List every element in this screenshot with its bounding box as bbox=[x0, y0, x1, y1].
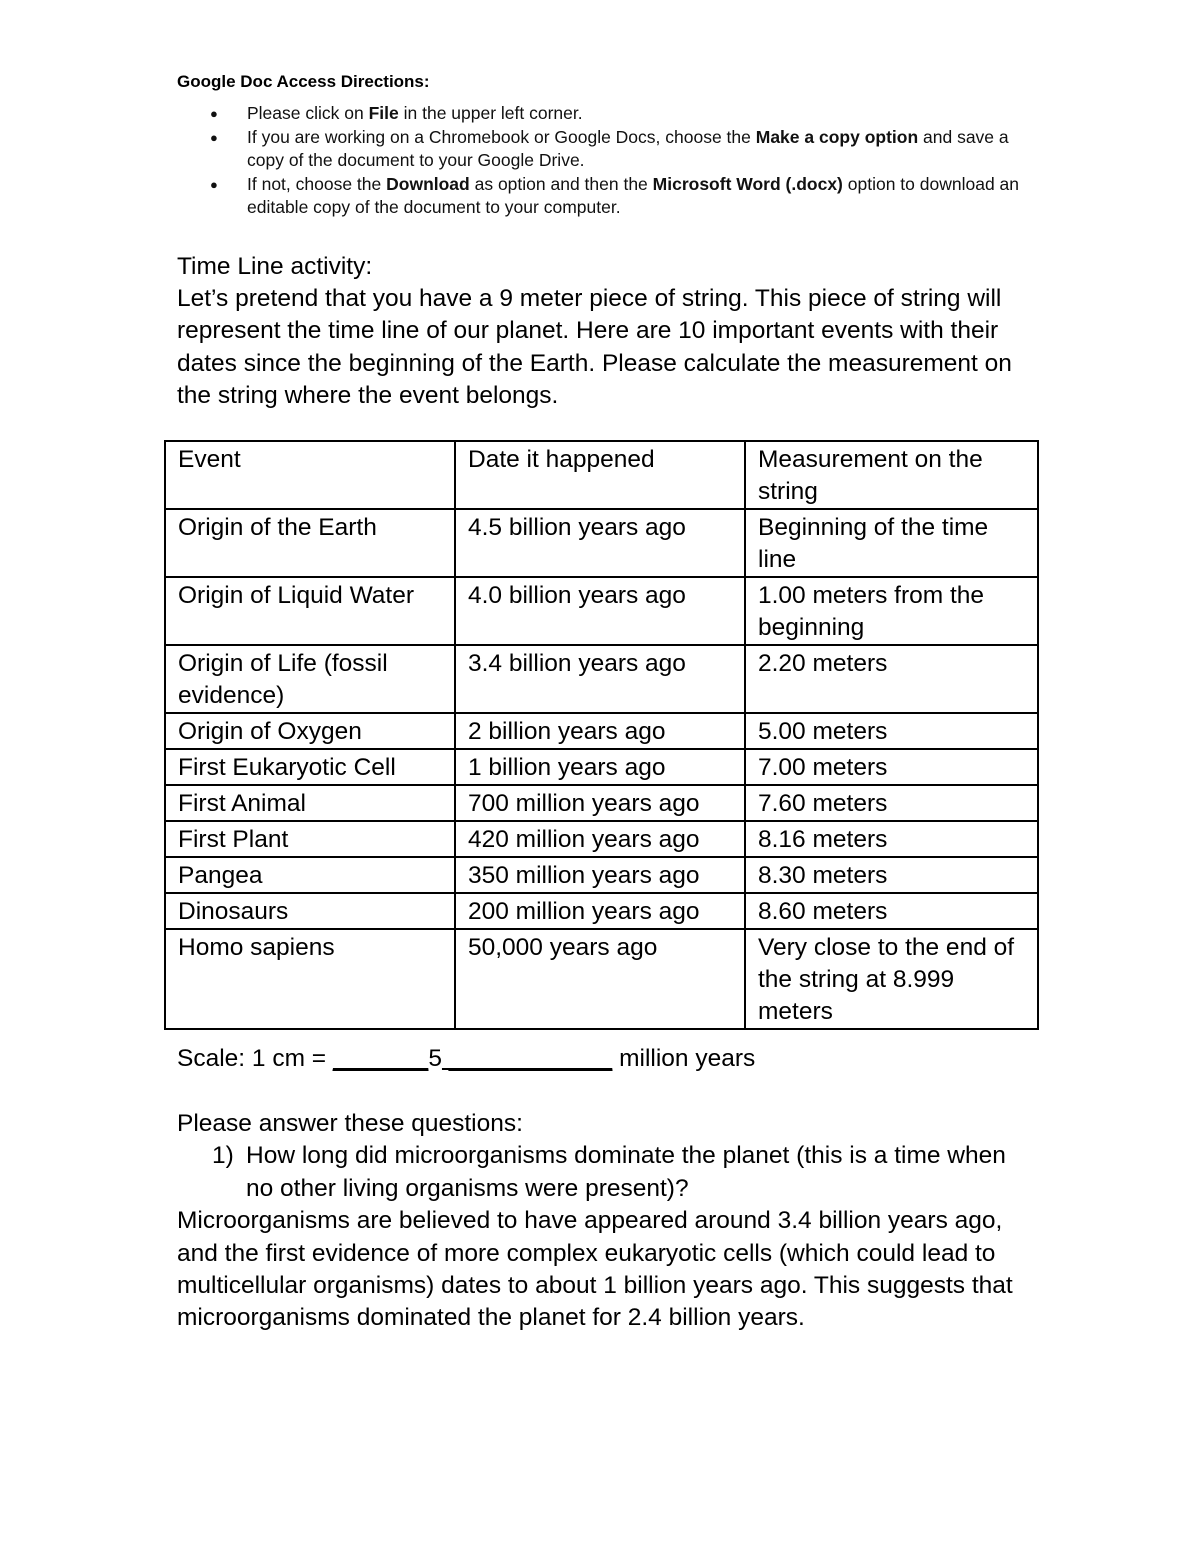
event-cell: Origin of Life (fossil evidence) bbox=[165, 645, 455, 713]
table-row bbox=[165, 893, 1038, 929]
activity-section bbox=[177, 251, 1037, 412]
event-cell: Pangea bbox=[165, 857, 455, 893]
measurement-cell: 5.00 meters bbox=[745, 713, 1038, 749]
date-cell: 700 million years ago bbox=[455, 785, 745, 821]
scale-line bbox=[177, 1043, 1037, 1075]
date-cell: 1 billion years ago bbox=[455, 749, 745, 785]
measurement-cell: 7.00 meters bbox=[745, 749, 1038, 785]
table-row bbox=[165, 821, 1038, 857]
event-cell: Origin of Liquid Water bbox=[165, 577, 455, 645]
event-cell: Origin of Oxygen bbox=[165, 713, 455, 749]
date-cell: 200 million years ago bbox=[455, 893, 745, 929]
bullet-icon: ● bbox=[210, 106, 218, 121]
activity-description: Let’s pretend that you have a 9 meter piece of string. This piece of string will represent the time line of our planet. Here are 10 important events with their dates since the beginning of the Earth. Please calculate the measurement on the string where the event belongs. bbox=[177, 285, 1012, 409]
event-cell: Homo sapiens bbox=[165, 929, 455, 1029]
event-cell: First Eukaryotic Cell bbox=[165, 749, 455, 785]
table-row bbox=[165, 857, 1038, 893]
table-row bbox=[165, 713, 1038, 749]
answer-text: Microorganisms are believed to have appeared around 3.4 billion years ago, and the first evidence of more complex eukaryotic cells (which could lead to multicellular organisms) dates to about 1 billion years ago. This suggests that microorganisms dominated the planet for 2.4 billion years. bbox=[177, 1207, 1013, 1332]
measurement-cell: 2.20 meters bbox=[745, 645, 1038, 713]
question-number: 1) bbox=[212, 1142, 234, 1170]
table-row bbox=[165, 509, 1038, 577]
bullet-icon: ● bbox=[210, 129, 218, 145]
measurement-cell: 7.60 meters bbox=[745, 785, 1038, 821]
table-row bbox=[165, 929, 1038, 1029]
bullet-icon: ● bbox=[210, 176, 218, 192]
table-row bbox=[165, 645, 1038, 713]
header-measurement: Measurement on the string bbox=[745, 441, 1038, 509]
scale-blank-before: _______ bbox=[332, 1045, 429, 1072]
date-cell: 4.5 billion years ago bbox=[455, 509, 745, 577]
questions-heading: Please answer these questions: bbox=[177, 1110, 523, 1137]
event-cell: Dinosaurs bbox=[165, 893, 455, 929]
access-directions-heading: Google Doc Access Directions: bbox=[177, 72, 430, 91]
date-cell: 50,000 years ago bbox=[455, 929, 745, 1029]
question-item bbox=[177, 1140, 1037, 1205]
measurement-cell: 1.00 meters from the beginning bbox=[745, 577, 1038, 645]
list-item: ● If you are working on a Chromebook or Google Docs, choose the Make a copy option and save a copy of the document to your Google Drive. bbox=[210, 126, 1009, 170]
date-cell: 4.0 billion years ago bbox=[455, 577, 745, 645]
date-cell: 350 million years ago bbox=[455, 857, 745, 893]
list-item: ● If not, choose the Download as option and then the Microsoft Word (.docx) option to download an editable copy of the document to your computer. bbox=[210, 173, 1020, 217]
events-table bbox=[164, 440, 1039, 1030]
scale-unit: million years bbox=[612, 1045, 756, 1072]
header-date: Date it happened bbox=[455, 441, 745, 509]
question-text: How long did microorganisms dominate the planet (this is a time when no other living organisms were present)? bbox=[246, 1142, 1006, 1202]
access-directions-list bbox=[210, 102, 1030, 220]
scale-blank-after: ____________ bbox=[441, 1045, 613, 1072]
table-header-row bbox=[165, 441, 1038, 509]
measurement-cell: Beginning of the time line bbox=[745, 509, 1038, 577]
measurement-cell: Very close to the end of the string at 8.999 meters bbox=[745, 929, 1038, 1029]
scale-label: Scale: 1 cm = bbox=[177, 1045, 333, 1072]
activity-title: Time Line activity: bbox=[177, 253, 373, 280]
event-cell: First Animal bbox=[165, 785, 455, 821]
date-cell: 420 million years ago bbox=[455, 821, 745, 857]
date-cell: 2 billion years ago bbox=[455, 713, 745, 749]
table-row bbox=[165, 577, 1038, 645]
event-cell: First Plant bbox=[165, 821, 455, 857]
table-row bbox=[165, 749, 1038, 785]
header-event: Event bbox=[165, 441, 455, 509]
measurement-cell: 8.16 meters bbox=[745, 821, 1038, 857]
event-cell: Origin of the Earth bbox=[165, 509, 455, 577]
scale-value: 5 bbox=[428, 1045, 442, 1072]
measurement-cell: 8.60 meters bbox=[745, 893, 1038, 929]
table-row bbox=[165, 785, 1038, 821]
measurement-cell: 8.30 meters bbox=[745, 857, 1038, 893]
list-item: ● Please click on File in the upper left corner. bbox=[210, 102, 1030, 126]
date-cell: 3.4 billion years ago bbox=[455, 645, 745, 713]
questions-section bbox=[177, 1108, 1037, 1335]
